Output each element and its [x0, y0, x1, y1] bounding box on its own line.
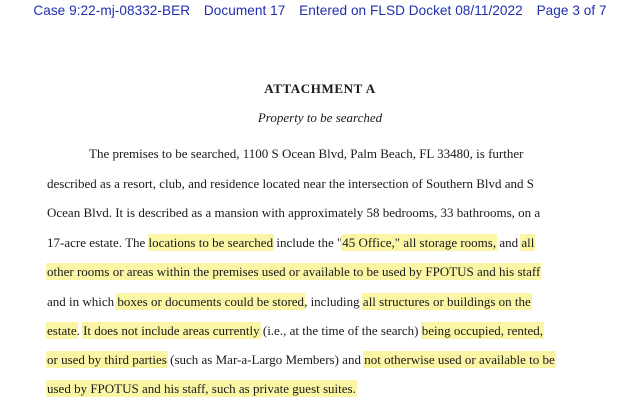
highlighted-text: all structures or buildings on the: [362, 294, 531, 309]
body-line: [47, 235, 534, 251]
page-title: ATTACHMENT A: [264, 81, 376, 96]
docket-header: [0, 3, 640, 18]
body-line: [89, 146, 523, 162]
body-line: [47, 381, 356, 397]
body-text: include the ": [273, 235, 343, 250]
docket-entry: Entered on FLSD Docket 08/11/2022: [299, 3, 523, 18]
highlighted-text: boxes or documents could be stored: [117, 294, 305, 309]
body-text: .: [76, 323, 84, 338]
highlighted-text: not otherwise used or available to be: [364, 352, 555, 367]
body-line: [47, 176, 534, 192]
highlighted-text: It does not include areas currently: [83, 323, 260, 338]
body-text: Ocean Blvd. It is described as a mansion with approximately 58 bedrooms, 33 bathrooms, on a: [47, 205, 541, 220]
body-line: [47, 352, 555, 368]
body-text: 17-acre estate. The: [47, 235, 149, 250]
highlighted-text: 45 Office," all storage rooms,: [342, 235, 497, 250]
highlighted-text: all: [521, 235, 535, 250]
body-text: (such as Mar-a-Largo Members) and: [166, 352, 365, 367]
highlighted-text: used by FPOTUS and his staff, such as private guest suites.: [47, 381, 356, 396]
body-text: and: [496, 235, 522, 250]
body-text: described as a resort, club, and residence located near the intersection of Southern Blvd and S: [47, 176, 534, 191]
document-number: Document 17: [203, 3, 286, 18]
highlighted-text: or used by third parties: [47, 352, 167, 367]
page-subtitle: Property to be searched: [257, 110, 383, 125]
body-text: and in which: [47, 294, 118, 309]
body-line: [47, 294, 531, 310]
page-number: Page 3 of 7: [536, 3, 607, 18]
highlighted-text: other rooms or areas within the premises used or available to be used by FPOTUS and his staff: [47, 264, 541, 279]
highlighted-text: locations to be searched: [148, 235, 274, 250]
body-line: [47, 323, 543, 339]
highlighted-text: being occupied, rented,: [421, 323, 543, 338]
highlighted-text: estate: [47, 323, 77, 338]
body-line: [47, 264, 540, 280]
body-text: , including: [304, 294, 363, 309]
body-text: (i.e., at the time of the search): [259, 323, 422, 338]
body-text: The premises to be searched, 1100 S Ocean Blvd, Palm Beach, FL 33480, is further: [89, 146, 524, 161]
body-line: [47, 205, 540, 221]
case-number: Case 9:22-mj-08332-BER: [33, 3, 191, 18]
